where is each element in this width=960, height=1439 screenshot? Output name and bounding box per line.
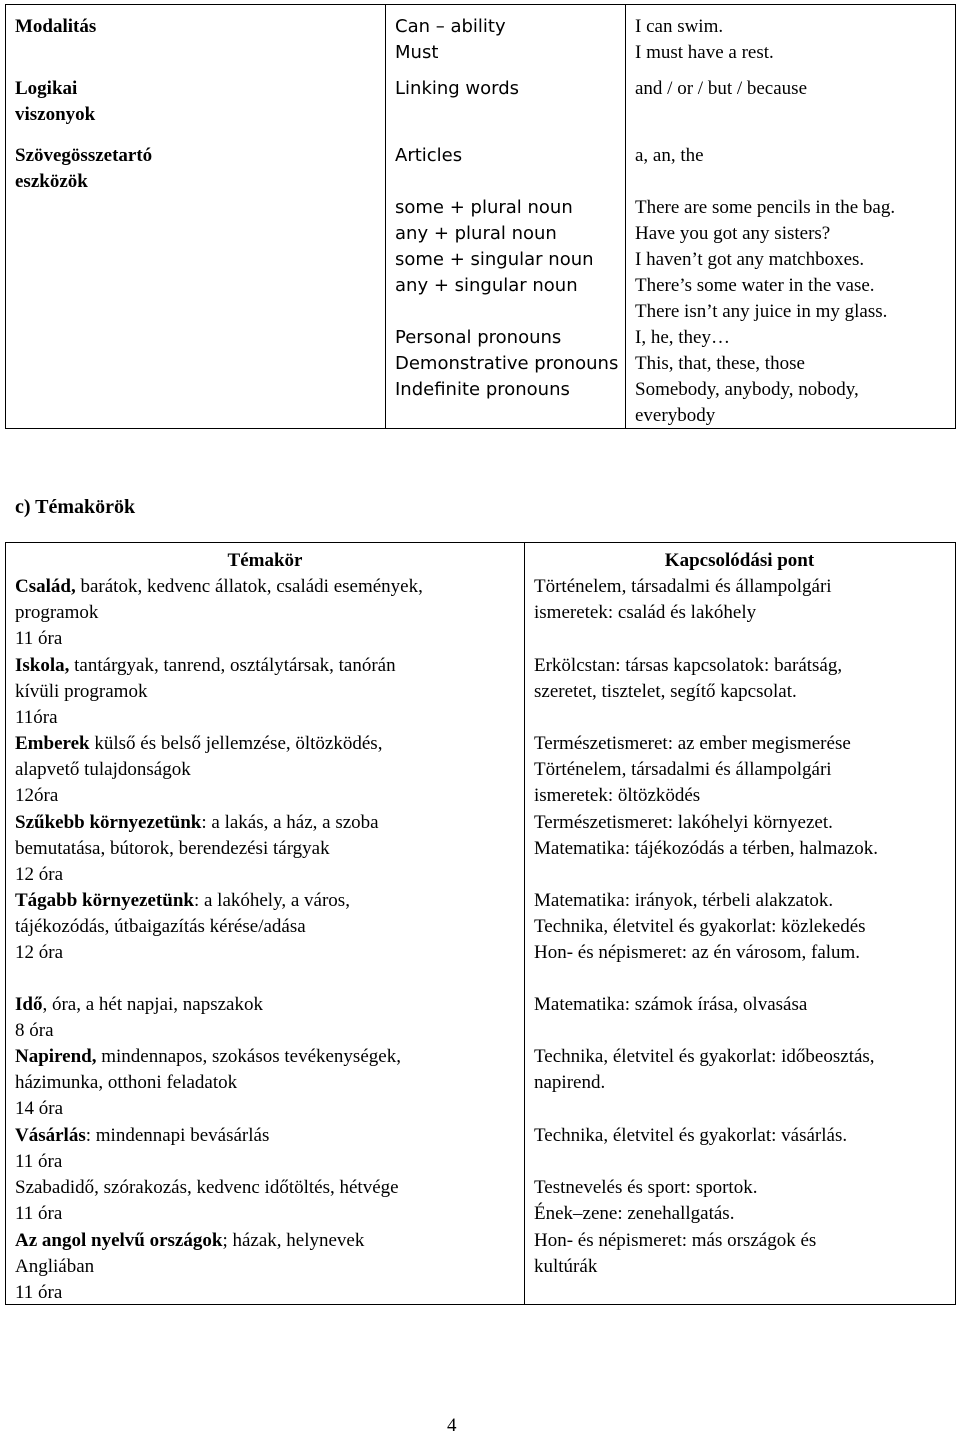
grammar-topic-line: [395, 299, 619, 325]
topic-cell: [15, 1175, 515, 1227]
topic-line: [15, 836, 515, 862]
connection-cell: [534, 1044, 954, 1096]
grammar-category-cell: [15, 143, 379, 195]
grammar-topic-line: Personal pronouns: [395, 327, 562, 348]
connection-line: Erkölcstan: társas kapcsolatok: barátság,: [534, 655, 843, 676]
connection-cell: [534, 992, 954, 1018]
connection-cell: [534, 810, 954, 862]
topic-line: [15, 1201, 515, 1227]
topic-line: [15, 574, 515, 600]
topic-line: [15, 600, 515, 626]
connection-line: kultúrák: [534, 1256, 598, 1277]
connection-line: Természetismeret: lakóhelyi környezet.: [534, 812, 833, 833]
connection-cell: [534, 888, 954, 966]
topic-line: [15, 862, 515, 888]
connection-line: Történelem, társadalmi és állampolgári: [534, 759, 832, 780]
grammar-topic-line: Indefinite pronouns: [395, 379, 570, 400]
topic-line: [15, 1070, 515, 1096]
topic-line: [15, 731, 515, 757]
topics-table: [5, 542, 956, 1305]
grammar-example-cell: [635, 143, 949, 429]
grammar-topic-line: any + plural noun: [395, 223, 557, 244]
topic-line: [15, 626, 515, 652]
topic-text: 11óra: [15, 707, 58, 728]
topic-text: mindennapos, szokásos tevékenységek,: [96, 1046, 401, 1067]
grammar-topic-line: Demonstrative pronouns: [395, 353, 619, 374]
column-divider: [524, 543, 525, 1304]
topic-keyword: Vásárlás: [15, 1125, 86, 1146]
connection-cell: [534, 574, 954, 626]
topic-text: ; házak, helynevek: [222, 1230, 365, 1251]
topic-text: : a lakóhely, a város,: [193, 890, 350, 911]
topic-cell: [15, 653, 515, 731]
topic-keyword: Család,: [15, 576, 76, 597]
topic-text: kívüli programok: [15, 681, 148, 702]
connection-line: Testnevelés és sport: sportok.: [534, 1177, 758, 1198]
grammar-category-line: eszközök: [15, 171, 88, 192]
grammar-table: [5, 4, 956, 429]
connection-line: ismeretek: család és lakóhely: [534, 602, 757, 623]
grammar-example-line: [635, 169, 949, 195]
topic-text: Szabadidő, szórakozás, kedvenc időtöltés, hétvége: [15, 1177, 399, 1198]
grammar-example-line: Have you got any sisters?: [635, 223, 831, 244]
grammar-example-cell: [635, 14, 949, 66]
grammar-topic-cell: [395, 14, 619, 66]
connection-line: Matematika: tájékozódás a térben, halmazok.: [534, 838, 878, 859]
grammar-topic-line: some + plural noun: [395, 197, 573, 218]
grammar-topic-line: Linking words: [395, 78, 520, 99]
topic-line: [15, 1280, 515, 1306]
topic-text: 12óra: [15, 785, 59, 806]
topic-keyword: Iskola,: [15, 655, 70, 676]
grammar-example-line: a, an, the: [635, 145, 704, 166]
topic-line: [15, 810, 515, 836]
topic-cell: [15, 810, 515, 888]
grammar-category-line: viszonyok: [15, 104, 96, 125]
topic-line: [15, 888, 515, 914]
connection-line: Matematika: számok írása, olvasása: [534, 994, 808, 1015]
topic-line: [15, 1018, 515, 1044]
connection-cell: [534, 731, 954, 809]
grammar-category-column: [6, 5, 385, 428]
grammar-example-column: [625, 5, 955, 428]
grammar-topic-line: Articles: [395, 145, 463, 166]
connection-line: Ének–zene: zenehallgatás.: [534, 1203, 735, 1224]
topic-text: tantárgyak, tanrend, osztálytársak, tanórán: [69, 655, 396, 676]
connection-line: Matematika: irányok, térbeli alakzatok.: [534, 890, 834, 911]
grammar-example-line: I can swim.: [635, 16, 724, 37]
topic-line: [15, 757, 515, 783]
grammar-example-line: There’s some water in the vase.: [635, 275, 875, 296]
connection-line: ismeretek: öltözködés: [534, 785, 701, 806]
topic-text: külső és belső jellemzése, öltözködés,: [89, 733, 383, 754]
topic-line: [15, 1044, 515, 1070]
connection-line: Technika, életvitel és gyakorlat: időbeosztás,: [534, 1046, 875, 1067]
topics-header-left: Témakör: [227, 550, 303, 571]
connection-line: Természetismeret: az ember megismerése: [534, 733, 851, 754]
topic-text: Angliában: [15, 1256, 95, 1277]
topic-line: [15, 679, 515, 705]
topic-line: [15, 1123, 515, 1149]
grammar-category-line: Szövegösszetartó: [15, 145, 153, 166]
connection-line: Történelem, társadalmi és állampolgári: [534, 576, 832, 597]
topic-text: bemutatása, bútorok, berendezési tárgyak: [15, 838, 330, 859]
topic-text: 11 óra: [15, 628, 63, 649]
connection-line: szeretet, tisztelet, segítő kapcsolat.: [534, 681, 797, 702]
topic-cell: [15, 1044, 515, 1122]
topic-text: 11 óra: [15, 1203, 63, 1224]
connection-cell: [534, 1175, 954, 1227]
grammar-example-line: I, he, they…: [635, 327, 730, 348]
topic-text: 12 óra: [15, 942, 64, 963]
grammar-topic-column: [385, 5, 625, 428]
topic-line: [15, 705, 515, 731]
grammar-example-line: Somebody, anybody, nobody,: [635, 379, 859, 400]
grammar-topic-cell: [395, 143, 619, 403]
page-number: 4: [447, 1415, 457, 1436]
grammar-example-line: This, that, these, those: [635, 353, 805, 374]
topic-keyword: Tágabb környezetünk: [15, 890, 194, 911]
connection-line: Technika, életvitel és gyakorlat: közlekedés: [534, 916, 866, 937]
topic-text: alapvető tulajdonságok: [15, 759, 191, 780]
topic-keyword: Szűkebb környezetünk: [15, 812, 202, 833]
grammar-example-line: I must have a rest.: [635, 42, 774, 63]
grammar-example-line: everybody: [635, 405, 716, 426]
connection-line: napirend.: [534, 1072, 606, 1093]
connection-cell: [534, 1123, 954, 1149]
grammar-example-line: and / or / but / because: [635, 78, 808, 99]
topic-line: [15, 1254, 515, 1280]
connection-line: Hon- és népismeret: más országok és: [534, 1230, 817, 1251]
topic-text: , óra, a hét napjai, napszakok: [42, 994, 263, 1015]
topic-cell: [15, 574, 515, 652]
topic-line: [15, 992, 515, 1018]
topic-text: házimunka, otthoni feladatok: [15, 1072, 238, 1093]
topic-line: [15, 1149, 515, 1175]
grammar-category-cell: [15, 76, 379, 128]
grammar-topic-line: some + singular noun: [395, 249, 594, 270]
topic-keyword: Az angol nyelvű országok: [15, 1230, 223, 1251]
topic-text: 8 óra: [15, 1020, 54, 1041]
topic-text: 11 óra: [15, 1151, 63, 1172]
topic-keyword: Idő: [15, 994, 43, 1015]
topic-keyword: Napirend,: [15, 1046, 97, 1067]
topic-cell: [15, 1228, 515, 1306]
topic-cell: [15, 1123, 515, 1175]
topic-line: [15, 1175, 515, 1201]
grammar-example-cell: [635, 76, 949, 102]
topic-line: [15, 653, 515, 679]
grammar-topic-line: [395, 169, 619, 195]
grammar-category-cell: [15, 14, 379, 40]
topic-text: 14 óra: [15, 1098, 64, 1119]
topic-cell: [15, 888, 515, 966]
grammar-example-line: There isn’t any juice in my glass.: [635, 301, 888, 322]
grammar-topic-cell: [395, 76, 619, 102]
grammar-example-line: There are some pencils in the bag.: [635, 197, 896, 218]
connection-line: Technika, életvitel és gyakorlat: vásárlás.: [534, 1125, 848, 1146]
topic-line: [15, 1228, 515, 1254]
connection-line: Hon- és népismeret: az én városom, falum.: [534, 942, 861, 963]
topic-line: [15, 914, 515, 940]
topic-text: 11 óra: [15, 1282, 63, 1303]
topic-line: [15, 940, 515, 966]
topic-text: barátok, kedvenc állatok, családi események,: [75, 576, 423, 597]
grammar-topic-line: Can – ability: [395, 16, 506, 37]
topic-keyword: Emberek: [15, 733, 90, 754]
topic-line: [15, 783, 515, 809]
grammar-topic-line: Must: [395, 42, 439, 63]
topic-text: programok: [15, 602, 99, 623]
grammar-example-line: I haven’t got any matchboxes.: [635, 249, 865, 270]
topic-text: : mindennapi bevásárlás: [85, 1125, 270, 1146]
topics-header-right: Kapcsolódási pont: [664, 550, 815, 571]
topic-text: : a lakás, a ház, a szoba: [201, 812, 379, 833]
grammar-category-line: Logikai: [15, 78, 78, 99]
section-title: c) Témakörök: [15, 496, 136, 518]
topic-line: [15, 1096, 515, 1122]
topic-cell: [15, 731, 515, 809]
topic-cell: [15, 992, 515, 1044]
connection-cell: [534, 1228, 954, 1280]
topic-text: 12 óra: [15, 864, 64, 885]
grammar-topic-line: any + singular noun: [395, 275, 578, 296]
topic-text: tájékozódás, útbaigazítás kérése/adása: [15, 916, 306, 937]
connection-cell: [534, 653, 954, 705]
grammar-category-line: Modalitás: [15, 16, 97, 37]
